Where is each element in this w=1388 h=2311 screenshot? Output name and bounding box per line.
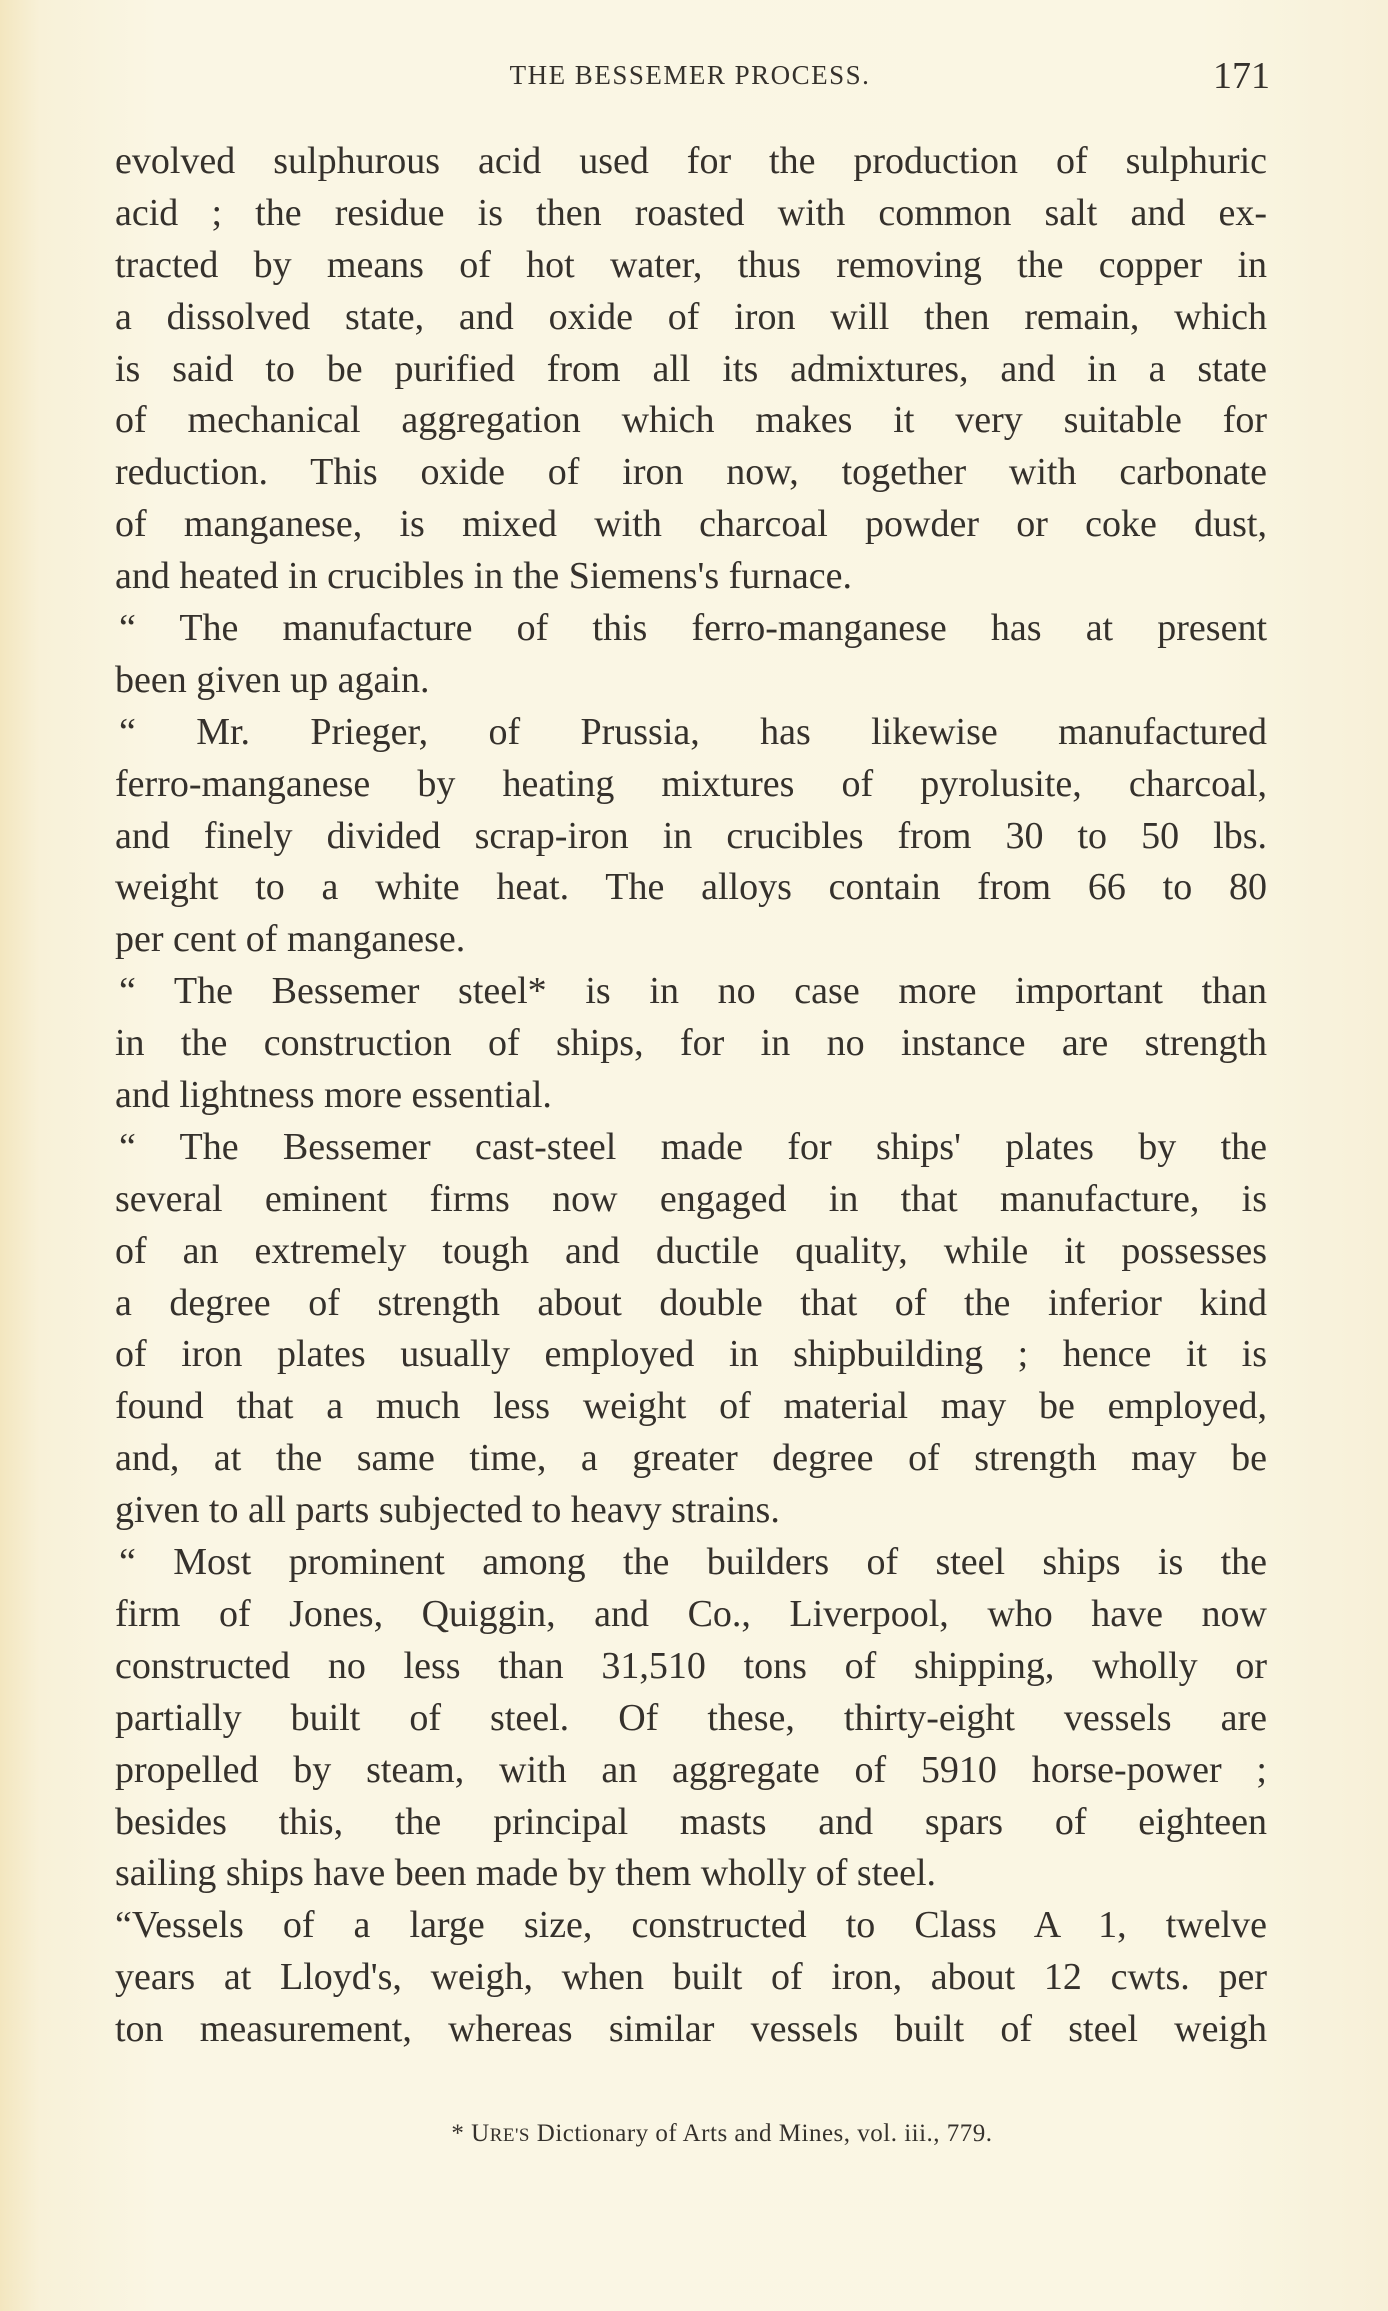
running-title: THE BESSEMER PROCESS. bbox=[509, 60, 871, 90]
body-text bbox=[115, 136, 1267, 2056]
text-line: per cent of manganese. bbox=[115, 918, 466, 961]
text-line: evolved sulphurous acid used for the production of sulphuric bbox=[115, 140, 1267, 182]
text-line: partially built of steel. Of these, thirty-eight vessels are bbox=[115, 1696, 1267, 1739]
footnote-text: Dictionary of Arts and Mines, vol. iii., 779. bbox=[530, 2120, 993, 2147]
text-line: a dissolved state, and oxide of iron will then remain, which bbox=[115, 295, 1267, 338]
footnote-author-initial: U bbox=[471, 2120, 490, 2147]
text-line: years at Lloyd's, weigh, when built of iron, about 12 cwts. per bbox=[115, 1956, 1267, 1999]
footnote-author-rest: RE'S bbox=[489, 2125, 531, 2146]
text-line: sailing ships have been made by them wholly of steel. bbox=[115, 1852, 937, 1895]
text-line: acid ; the residue is then roasted with common salt and ex- bbox=[115, 191, 1267, 234]
text-line: and, at the same time, a greater degree of strength may be bbox=[115, 1437, 1267, 1480]
text-line: ton measurement, whereas similar vessels built of steel weigh bbox=[115, 2008, 1267, 2051]
text-line: reduction. This oxide of iron now, together with carbonate bbox=[115, 451, 1267, 494]
text-line: besides this, the principal masts and spars of eighteen bbox=[115, 1800, 1267, 1843]
text-line: “Vessels of a large size, constructed to Class A 1, twelve bbox=[115, 1904, 1267, 1947]
text-line: been given up again. bbox=[115, 658, 430, 701]
text-line: tracted by means of hot water, thus removing the copper in bbox=[115, 243, 1267, 286]
text-line: “ The Bessemer steel* is in no case more important than bbox=[119, 970, 1267, 1013]
text-line: in the construction of ships, for in no instance are strength bbox=[115, 1022, 1267, 1065]
footnote-marker: * bbox=[451, 2120, 465, 2147]
text-line: ferro-manganese by heating mixtures of pyrolusite, charcoal, bbox=[115, 762, 1267, 805]
text-line: weight to a white heat. The alloys contain from 66 to 80 bbox=[115, 866, 1267, 909]
text-line: of an extremely tough and ductile quality, while it possesses bbox=[115, 1229, 1267, 1272]
text-line: and heated in crucibles in the Siemens's furnace. bbox=[115, 555, 853, 598]
text-line: “ Most prominent among the builders of steel ships is the bbox=[119, 1541, 1267, 1584]
text-line: “ Mr. Prieger, of Prussia, has likewise manufactured bbox=[119, 710, 1267, 753]
text-line: and finely divided scrap-iron in crucibles from 30 to 50 lbs. bbox=[115, 814, 1267, 857]
text-line: of manganese, is mixed with charcoal powder or coke dust, bbox=[115, 503, 1267, 546]
page-number: 171 bbox=[1213, 55, 1270, 97]
text-line: several eminent firms now engaged in that manufacture, is bbox=[115, 1177, 1267, 1220]
text-line: “ The Bessemer cast-steel made for ships' plates by the bbox=[119, 1125, 1267, 1168]
text-line: of iron plates usually employed in shipbuilding ; hence it is bbox=[115, 1333, 1267, 1376]
text-line: and lightness more essential. bbox=[115, 1074, 552, 1117]
text-line: a degree of strength about double that of the inferior kind bbox=[115, 1281, 1267, 1324]
text-line: constructed no less than 31,510 tons of shipping, wholly or bbox=[115, 1644, 1267, 1687]
text-line: propelled by steam, with an aggregate of 5910 horse-power ; bbox=[115, 1748, 1267, 1791]
footnote bbox=[0, 2120, 1388, 2148]
text-line: is said to be purified from all its admixtures, and in a state bbox=[115, 347, 1267, 390]
text-line: of mechanical aggregation which makes it very suitable for bbox=[115, 399, 1267, 442]
text-line: “ The manufacture of this ferro-manganese has at present bbox=[119, 607, 1267, 650]
text-line: found that a much less weight of material may be employed, bbox=[115, 1385, 1267, 1428]
page-header bbox=[0, 56, 1388, 100]
text-line: firm of Jones, Quiggin, and Co., Liverpool, who have now bbox=[115, 1592, 1267, 1635]
text-line: given to all parts subjected to heavy strains. bbox=[115, 1489, 780, 1532]
